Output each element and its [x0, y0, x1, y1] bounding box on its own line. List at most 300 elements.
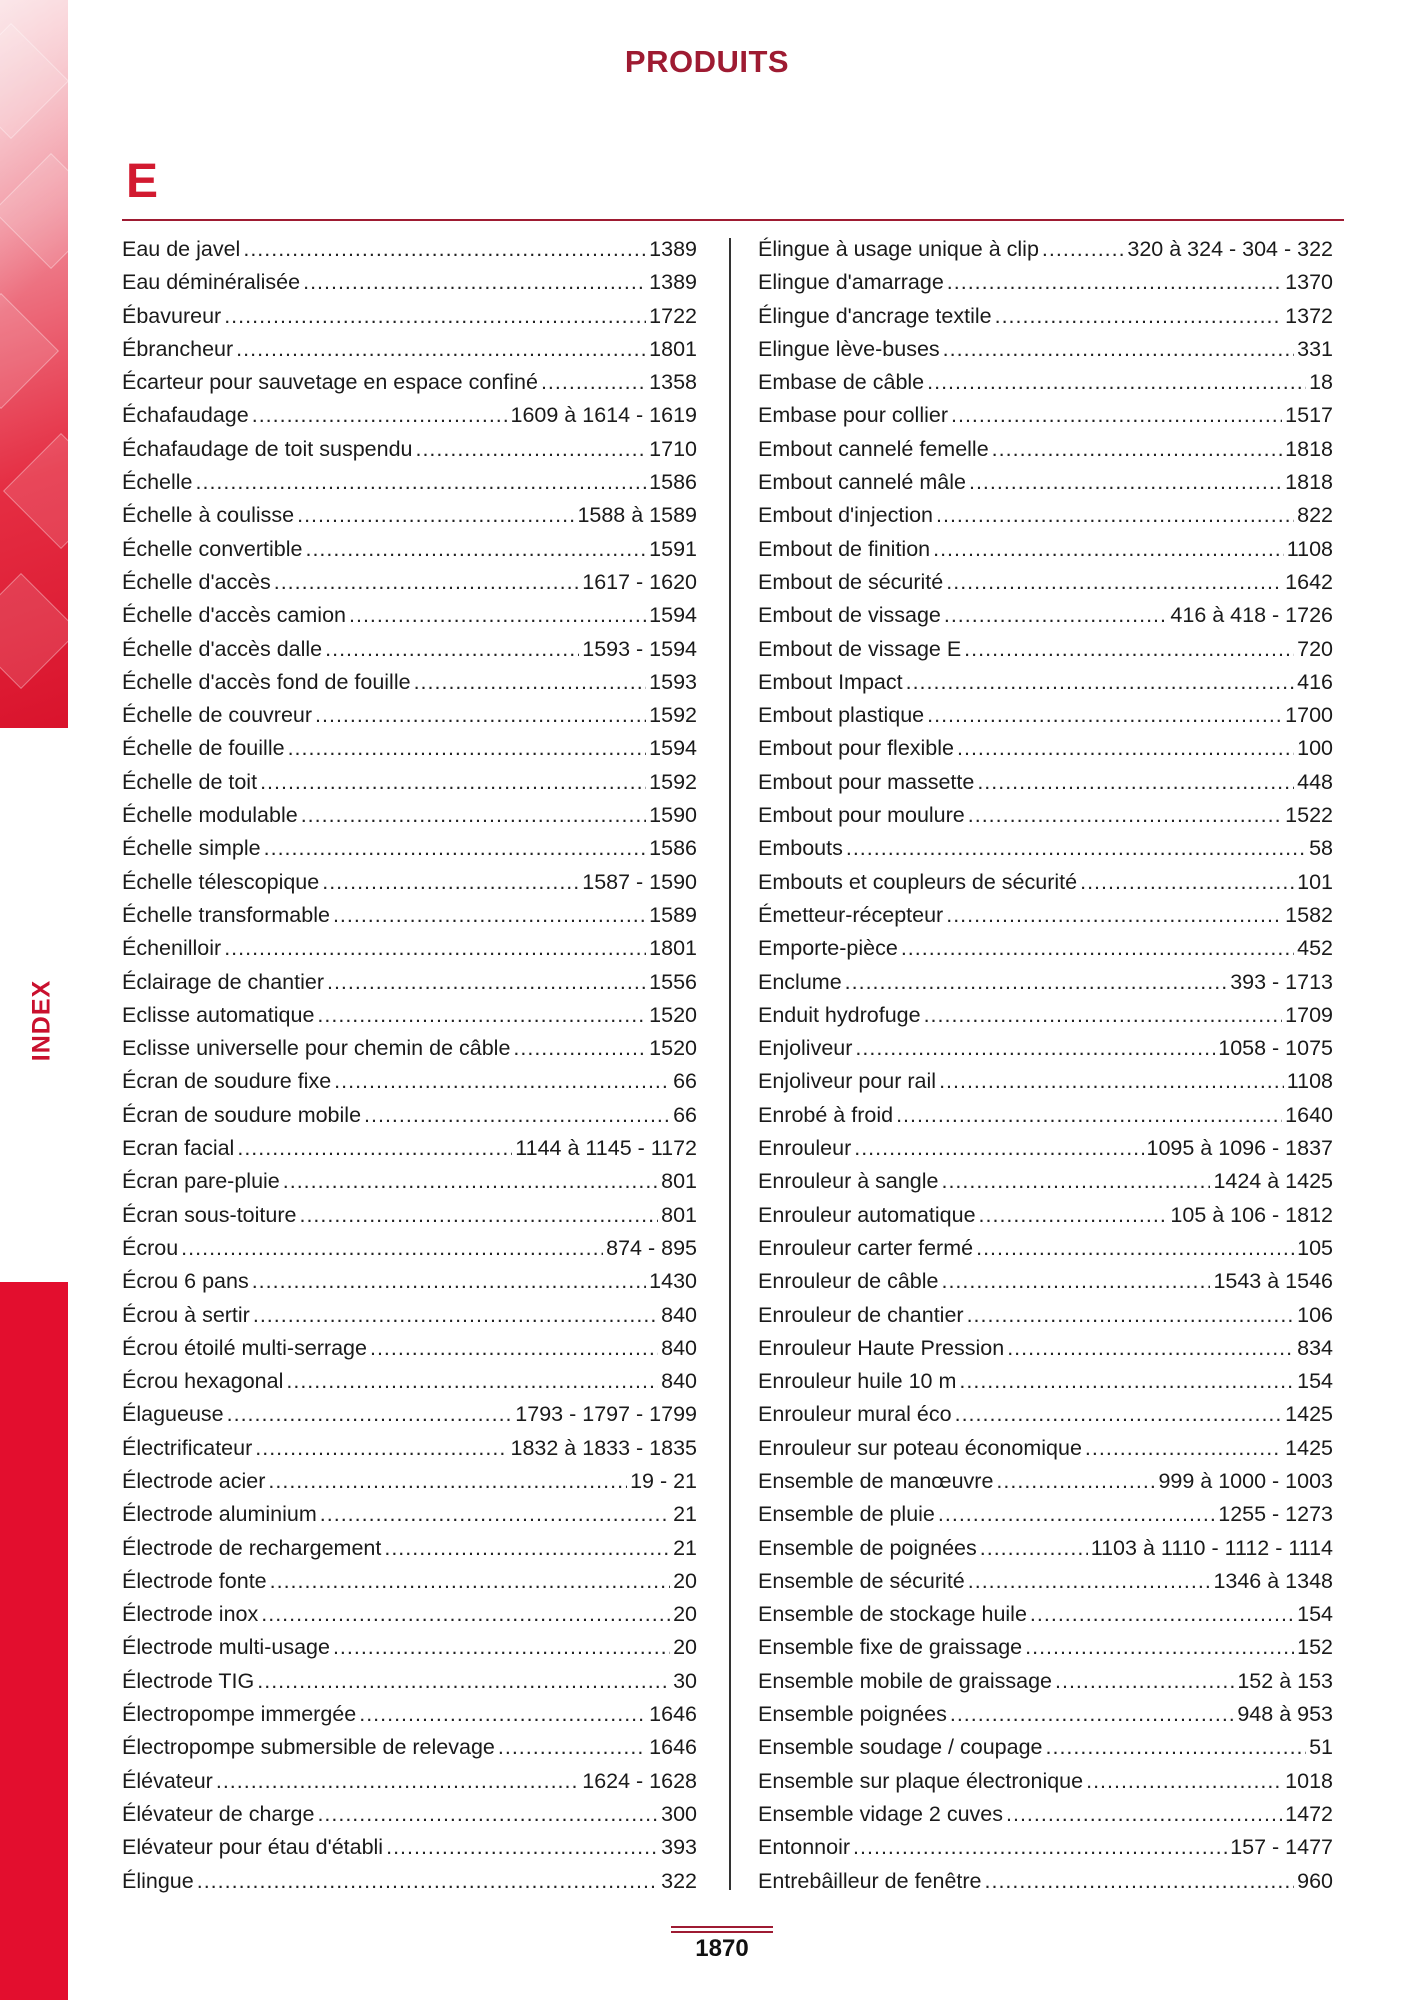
entry-term: Elévateur pour étau d'établi	[122, 1835, 384, 1860]
index-entry	[122, 966, 697, 999]
entry-term: Embouts	[758, 836, 843, 861]
entry-page: 21	[673, 1502, 697, 1527]
dot-leader	[237, 1132, 512, 1165]
index-entry	[758, 533, 1333, 566]
entry-page: 1590	[649, 803, 697, 828]
entry-term: Enrouleur	[758, 1136, 852, 1161]
entry-term: Elingue d'amarrage	[758, 270, 944, 295]
dot-leader	[252, 399, 508, 432]
entry-page: 1594	[649, 603, 697, 628]
index-entry	[758, 932, 1333, 965]
dot-leader	[947, 266, 1282, 299]
index-entry	[122, 599, 697, 632]
index-entry	[758, 1631, 1333, 1664]
dot-leader	[243, 233, 646, 266]
dot-leader	[936, 499, 1294, 532]
index-entry	[758, 732, 1333, 765]
index-entry	[122, 399, 697, 432]
decor-facet	[0, 573, 68, 689]
dot-leader	[1085, 1432, 1282, 1465]
index-entry	[758, 1865, 1333, 1898]
entry-page: 1594	[649, 736, 697, 761]
index-entry	[758, 799, 1333, 832]
entry-term: Enrouleur à sangle	[758, 1169, 939, 1194]
entry-page: 1642	[1285, 569, 1333, 594]
dot-leader	[855, 1032, 1215, 1065]
entry-term: Enrouleur Haute Pression	[758, 1335, 1005, 1360]
entry-page: 30	[673, 1668, 697, 1693]
entry-term: Échelle convertible	[122, 536, 303, 561]
dot-leader	[995, 300, 1283, 333]
entry-page: 840	[661, 1302, 697, 1327]
dot-leader	[980, 1532, 1088, 1565]
dot-leader	[364, 1099, 670, 1132]
entry-term: Enrouleur mural éco	[758, 1402, 952, 1427]
index-column-left	[122, 233, 697, 1898]
dot-leader	[964, 633, 1294, 666]
dot-leader	[196, 466, 647, 499]
index-entry	[122, 866, 697, 899]
entry-term: Emporte-pièce	[758, 936, 898, 961]
dot-leader	[955, 1398, 1283, 1431]
dot-leader	[968, 1565, 1211, 1598]
entry-page: 1586	[649, 836, 697, 861]
index-entry	[758, 1565, 1333, 1598]
dot-leader	[253, 1299, 658, 1332]
entry-term: Embout pour moulure	[758, 803, 965, 828]
dot-leader	[320, 1498, 670, 1531]
index-entry	[758, 866, 1333, 899]
entry-page: 1543 à 1546	[1213, 1269, 1333, 1294]
dot-leader	[216, 1765, 579, 1798]
dot-leader	[938, 1498, 1215, 1531]
entry-term: Échelle télescopique	[122, 869, 320, 894]
entry-term: Échafaudage de toit suspendu	[122, 436, 413, 461]
decor-facet	[0, 153, 68, 269]
entry-term: Embout de finition	[758, 536, 931, 561]
entry-page: 393 - 1713	[1230, 969, 1333, 994]
entry-term: Ébrancheur	[122, 336, 234, 361]
entry-term: Échelle simple	[122, 836, 261, 861]
entry-term: Embase de câble	[758, 370, 925, 395]
entry-term: Écrou 6 pans	[122, 1269, 249, 1294]
side-decoration-top	[0, 0, 68, 728]
entry-term: Embout cannelé mâle	[758, 470, 966, 495]
entry-term: Électrode de rechargement	[122, 1535, 382, 1560]
entry-term: Électrode fonte	[122, 1568, 267, 1593]
index-entry	[122, 1132, 697, 1165]
dot-leader	[845, 966, 1228, 999]
index-entry	[758, 1398, 1333, 1431]
entry-page: 416	[1297, 669, 1333, 694]
index-entry	[122, 766, 697, 799]
entry-page: 1582	[1285, 902, 1333, 927]
entry-term: Ensemble de poignées	[758, 1535, 977, 1560]
index-entry	[758, 1498, 1333, 1531]
page-title: PRODUITS	[624, 44, 790, 79]
index-entry	[758, 499, 1333, 532]
entry-page: 1103 à 1110 - 1112 - 1114	[1090, 1535, 1333, 1560]
dot-leader	[924, 999, 1283, 1032]
dot-leader	[1046, 1731, 1307, 1764]
entry-page: 1430	[649, 1269, 697, 1294]
entry-page: 152	[1297, 1635, 1333, 1660]
dot-leader	[541, 366, 646, 399]
entry-page: 1589	[649, 902, 697, 927]
side-decoration-bottom	[0, 1282, 68, 2000]
entry-term: Électropompe submersible de relevage	[122, 1735, 495, 1760]
index-entry	[122, 732, 697, 765]
entry-term: Échelle de toit	[122, 769, 258, 794]
entry-page: 66	[673, 1069, 697, 1094]
entry-term: Échelle	[122, 470, 193, 495]
entry-page: 1617 - 1620	[582, 569, 697, 594]
dot-leader	[979, 1199, 1168, 1232]
entry-page: 1801	[649, 336, 697, 361]
dot-leader	[260, 766, 646, 799]
index-entry	[758, 1465, 1333, 1498]
index-entry	[122, 433, 697, 466]
index-entry	[758, 1032, 1333, 1065]
column-divider	[729, 238, 731, 1890]
dot-leader	[967, 1299, 1295, 1332]
entry-term: Embouts et coupleurs de sécurité	[758, 869, 1078, 894]
index-entry	[758, 1132, 1333, 1165]
entry-term: Écarteur pour sauvetage en espace confiné	[122, 370, 538, 395]
entry-page: 1472	[1285, 1801, 1333, 1826]
index-entry	[122, 466, 697, 499]
index-entry	[758, 1232, 1333, 1265]
entry-page: 1522	[1285, 803, 1333, 828]
entry-term: Enjoliveur	[758, 1036, 853, 1061]
entry-page: 20	[673, 1602, 697, 1627]
dot-leader	[224, 932, 646, 965]
entry-page: 106	[1297, 1302, 1333, 1327]
index-entry	[122, 1232, 697, 1265]
dot-leader	[976, 1232, 1294, 1265]
dot-leader	[415, 433, 646, 466]
dot-leader	[270, 1565, 670, 1598]
entry-term: Ensemble de manœuvre	[758, 1468, 994, 1493]
entry-page: 1709	[1285, 1002, 1333, 1027]
index-entry	[758, 1698, 1333, 1731]
index-entry	[122, 1299, 697, 1332]
entry-page: 1640	[1285, 1102, 1333, 1127]
index-entry	[122, 300, 697, 333]
entry-page: 1108	[1286, 1069, 1333, 1094]
entry-page: 331	[1297, 336, 1333, 361]
dot-leader	[334, 1065, 670, 1098]
dot-leader	[283, 1165, 658, 1198]
page-number: 1870	[695, 1935, 749, 1962]
entry-page: 1358	[649, 370, 697, 395]
entry-term: Élingue à usage unique à clip	[758, 237, 1039, 261]
index-entry	[122, 699, 697, 732]
dot-leader	[327, 966, 646, 999]
footer-rule	[671, 1926, 773, 1928]
entry-term: Échelle d'accès dalle	[122, 636, 323, 661]
entry-page: 1389	[649, 237, 697, 261]
entry-term: Elingue lève-buses	[758, 336, 940, 361]
entry-term: Éclairage de chantier	[122, 969, 324, 994]
dot-leader	[896, 1099, 1282, 1132]
index-entry	[758, 466, 1333, 499]
entry-page: 1346 à 1348	[1213, 1568, 1333, 1593]
entry-page: 1818	[1285, 436, 1333, 461]
entry-term: Écran pare-pluie	[122, 1169, 280, 1194]
dot-leader	[386, 1831, 658, 1864]
dot-leader	[317, 999, 646, 1032]
entry-term: Enjoliveur pour rail	[758, 1069, 937, 1094]
dot-leader	[513, 1032, 646, 1065]
index-entry	[122, 1265, 697, 1298]
entry-term: Ensemble soudage / coupage	[758, 1735, 1043, 1760]
entry-page: 1592	[649, 703, 697, 728]
entry-term: Embout cannelé femelle	[758, 436, 989, 461]
index-entry	[122, 566, 697, 599]
entry-page: 20	[673, 1568, 697, 1593]
dot-leader	[322, 866, 579, 899]
index-entry	[758, 1165, 1333, 1198]
index-entry	[758, 1199, 1333, 1232]
dot-leader	[315, 699, 646, 732]
entry-page: 960	[1297, 1868, 1333, 1893]
entry-page: 452	[1297, 936, 1333, 961]
index-entry	[122, 932, 697, 965]
entry-term: Échafaudage	[122, 403, 249, 428]
index-entry	[758, 899, 1333, 932]
dot-leader	[946, 899, 1282, 932]
dot-leader	[359, 1698, 646, 1731]
entry-term: Échelle de couvreur	[122, 703, 313, 728]
entry-term: Échelle à coulisse	[122, 503, 295, 528]
entry-term: Enrouleur de câble	[758, 1269, 939, 1294]
entry-page: 834	[1297, 1335, 1333, 1360]
index-entry	[758, 1265, 1333, 1298]
entry-page: 1095 à 1096 - 1837	[1146, 1136, 1333, 1161]
dot-leader	[854, 1132, 1143, 1165]
index-entry	[122, 1199, 697, 1232]
entry-term: Ensemble sur plaque électronique	[758, 1768, 1084, 1793]
entry-page: 320 à 324 - 304 - 322	[1127, 237, 1333, 261]
entry-page: 1588 à 1589	[577, 503, 697, 528]
entry-page: 448	[1297, 769, 1333, 794]
entry-page: 1370	[1285, 270, 1333, 295]
index-entry	[122, 533, 697, 566]
entry-page: 416 à 418 - 1726	[1170, 603, 1333, 628]
dot-leader	[297, 499, 574, 532]
entry-term: Électrode inox	[122, 1602, 259, 1627]
entry-term: Électrode multi-usage	[122, 1635, 330, 1660]
entry-page: 1520	[649, 1036, 697, 1061]
entry-term: Embase pour collier	[758, 403, 949, 428]
index-entry	[122, 633, 697, 666]
entry-term: Entrebâilleur de fenêtre	[758, 1868, 982, 1893]
dot-leader	[268, 1465, 627, 1498]
index-entry	[122, 1698, 697, 1731]
dot-leader	[901, 932, 1294, 965]
index-entry	[122, 1398, 697, 1431]
index-entry	[122, 1665, 697, 1698]
index-entry	[758, 566, 1333, 599]
entry-page: 720	[1297, 636, 1333, 661]
entry-term: Ensemble de pluie	[758, 1502, 935, 1527]
entry-page: 51	[1309, 1735, 1333, 1760]
entry-page: 1372	[1285, 303, 1333, 328]
dot-leader	[992, 433, 1282, 466]
entry-term: Écrou	[122, 1235, 179, 1260]
index-entry	[122, 1165, 697, 1198]
dot-leader	[288, 732, 647, 765]
dot-leader	[325, 633, 579, 666]
dot-leader	[977, 766, 1294, 799]
index-entry	[758, 699, 1333, 732]
dot-leader	[301, 799, 646, 832]
entry-term: Embout d'injection	[758, 503, 934, 528]
entry-term: Eclisse universelle pour chemin de câble	[122, 1036, 511, 1061]
dot-leader	[333, 1631, 670, 1664]
entry-page: 840	[661, 1335, 697, 1360]
entry-term: Entonnoir	[758, 1835, 851, 1860]
index-entry	[122, 233, 697, 266]
index-entry	[758, 599, 1333, 632]
dot-leader	[370, 1332, 658, 1365]
dot-leader	[384, 1532, 670, 1565]
dot-leader	[927, 366, 1306, 399]
entry-page: 1722	[649, 303, 697, 328]
dot-leader	[951, 399, 1282, 432]
index-entry	[122, 1465, 697, 1498]
index-entry	[122, 666, 697, 699]
entry-page: 1793 - 1797 - 1799	[515, 1402, 697, 1427]
dot-leader	[944, 599, 1168, 632]
entry-page: 1520	[649, 1002, 697, 1027]
dot-leader	[305, 533, 646, 566]
entry-term: Embout pour massette	[758, 769, 975, 794]
entry-page: 1592	[649, 769, 697, 794]
index-entry	[122, 1432, 697, 1465]
entry-page: 801	[661, 1202, 697, 1227]
index-entry	[758, 832, 1333, 865]
entry-page: 21	[673, 1535, 697, 1560]
dot-leader	[286, 1365, 658, 1398]
entry-term: Échelle modulable	[122, 803, 298, 828]
dot-leader	[498, 1731, 646, 1764]
index-entry	[122, 1332, 697, 1365]
entry-page: 1624 - 1628	[582, 1768, 697, 1793]
dot-leader	[996, 1465, 1155, 1498]
index-entry	[758, 1831, 1333, 1864]
dot-leader	[264, 832, 647, 865]
index-entry	[758, 1765, 1333, 1798]
dot-leader	[906, 666, 1295, 699]
entry-page: 1593 - 1594	[582, 636, 697, 661]
entry-term: Élévateur	[122, 1768, 213, 1793]
section-rule	[122, 219, 1344, 221]
dot-leader	[236, 333, 646, 366]
decor-facet	[0, 293, 59, 409]
dot-leader	[224, 300, 646, 333]
entry-page: 840	[661, 1369, 697, 1394]
index-entry	[758, 266, 1333, 299]
index-entry	[758, 1099, 1333, 1132]
entry-page: 1646	[649, 1735, 697, 1760]
entry-term: Ensemble mobile de graissage	[758, 1668, 1052, 1693]
index-entry	[758, 399, 1333, 432]
entry-term: Élagueuse	[122, 1402, 224, 1427]
index-entry	[122, 1765, 697, 1798]
entry-term: Enclume	[758, 969, 842, 994]
entry-term: Embout de vissage	[758, 603, 941, 628]
dot-leader	[255, 1432, 507, 1465]
dot-leader	[1006, 1798, 1282, 1831]
dot-leader	[1086, 1765, 1282, 1798]
entry-term: Électropompe immergée	[122, 1702, 357, 1727]
index-entry	[758, 1798, 1333, 1831]
dot-leader	[946, 566, 1282, 599]
index-entry	[122, 899, 697, 932]
entry-page: 1609 à 1614 - 1619	[510, 403, 697, 428]
entry-term: Ensemble fixe de graissage	[758, 1635, 1023, 1660]
entry-page: 105	[1297, 1235, 1333, 1260]
entry-term: Ensemble de sécurité	[758, 1568, 965, 1593]
entry-term: Électrode acier	[122, 1468, 266, 1493]
index-entry	[122, 1565, 697, 1598]
entry-page: 1700	[1285, 703, 1333, 728]
dot-leader	[1007, 1332, 1294, 1365]
entry-term: Écrou étoilé multi-serrage	[122, 1335, 367, 1360]
decor-facet	[0, 23, 68, 139]
index-entry	[758, 1665, 1333, 1698]
entry-page: 1424 à 1425	[1213, 1169, 1333, 1194]
entry-page: 100	[1297, 736, 1333, 761]
dot-leader	[985, 1865, 1295, 1898]
entry-term: Enrouleur sur poteau économique	[758, 1435, 1082, 1460]
index-entry	[122, 499, 697, 532]
entry-page: 1144 à 1145 - 1172	[515, 1136, 697, 1161]
index-entry	[122, 999, 697, 1032]
index-entry	[122, 333, 697, 366]
dot-leader	[943, 333, 1294, 366]
entry-page: 152 à 153	[1237, 1668, 1333, 1693]
dot-leader	[1080, 866, 1294, 899]
entry-page: 300	[661, 1801, 697, 1826]
entry-term: Embout de vissage E	[758, 636, 962, 661]
entry-page: 20	[673, 1635, 697, 1660]
entry-term: Écran de soudure fixe	[122, 1069, 332, 1094]
dot-leader	[933, 533, 1284, 566]
index-entry	[122, 1365, 697, 1398]
entry-page: 1832 à 1833 - 1835	[510, 1435, 697, 1460]
entry-page: 66	[673, 1102, 697, 1127]
index-entry	[758, 1598, 1333, 1631]
entry-term: Écran sous-toiture	[122, 1202, 297, 1227]
entry-page: 1818	[1285, 470, 1333, 495]
index-entry	[122, 1532, 697, 1565]
entry-term: Eau de javel	[122, 237, 241, 261]
entry-page: 948 à 953	[1237, 1702, 1333, 1727]
entry-term: Ensemble poignées	[758, 1702, 947, 1727]
dot-leader	[257, 1665, 670, 1698]
entry-term: Élévateur de charge	[122, 1801, 315, 1826]
index-entry	[758, 633, 1333, 666]
index-entry	[122, 1831, 697, 1864]
entry-page: 1587 - 1590	[582, 869, 697, 894]
index-entry	[122, 799, 697, 832]
index-entry	[758, 1365, 1333, 1398]
index-entry	[122, 1865, 697, 1898]
index-entry	[758, 433, 1333, 466]
